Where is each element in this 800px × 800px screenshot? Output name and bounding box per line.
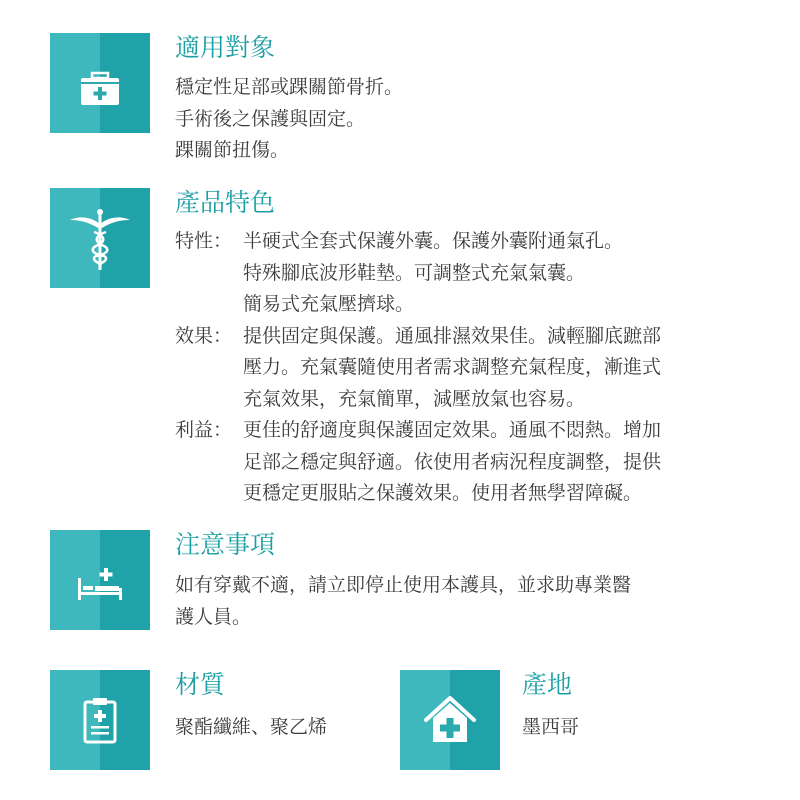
text-line: 壓力。充氣囊隨使用者需求調整充氣程度，漸進式	[243, 356, 662, 378]
feature-label: 利益：	[175, 419, 233, 441]
text-line: 特殊腳底波形鞋墊。可調整式充氣氣囊。	[243, 261, 586, 284]
text-line: 半硬式全套式保護外囊。保護外囊附通氣孔。	[243, 230, 624, 252]
text-line: 手術後之保護與固定。	[175, 107, 366, 130]
origin-text: 墨西哥	[522, 716, 580, 738]
section-body	[175, 226, 661, 510]
text-line: 足部之穩定與舒適。依使用者病況程度調整，提供	[243, 450, 662, 473]
text-line: 提供固定與保護。通風排濕效果佳。減輕腳底蹠部	[243, 324, 662, 347]
feature-label: 特性：	[175, 230, 233, 252]
feature-row	[175, 321, 661, 416]
text-line: 更佳的舒適度與保護固定效果。通風不悶熱。增加	[243, 419, 662, 441]
section-title: 注意事項	[175, 530, 276, 559]
first-aid-kit-icon	[50, 33, 150, 133]
section-body	[175, 72, 403, 167]
section-title: 產地	[522, 670, 573, 699]
feature-row	[175, 226, 661, 321]
text-line: 如有穿戴不適，請立即停止使用本護具，並求助專業醫	[175, 574, 632, 596]
section-title: 適用對象	[175, 33, 276, 62]
clipboard-icon	[50, 670, 150, 770]
text-line: 護人員。	[175, 605, 252, 628]
text-line: 充氣效果，充氣簡單，減壓放氣也容易。	[243, 387, 586, 410]
hospital-bed-icon	[50, 530, 150, 630]
material-text: 聚酯纖維、聚乙烯	[175, 716, 328, 738]
section-body	[175, 570, 631, 633]
text-line: 穩定性足部或踝關節骨折。	[175, 76, 404, 98]
hospital-house-icon	[400, 670, 500, 770]
feature-row	[175, 415, 661, 510]
feature-label: 效果：	[175, 324, 233, 347]
text-line: 更穩定更服貼之保護效果。使用者無學習障礙。	[243, 482, 643, 504]
caduceus-icon	[50, 188, 150, 288]
section-title: 產品特色	[175, 188, 276, 217]
text-line: 踝關節扭傷。	[175, 139, 290, 161]
text-line: 簡易式充氣壓擠球。	[243, 293, 415, 315]
section-title: 材質	[175, 670, 226, 699]
